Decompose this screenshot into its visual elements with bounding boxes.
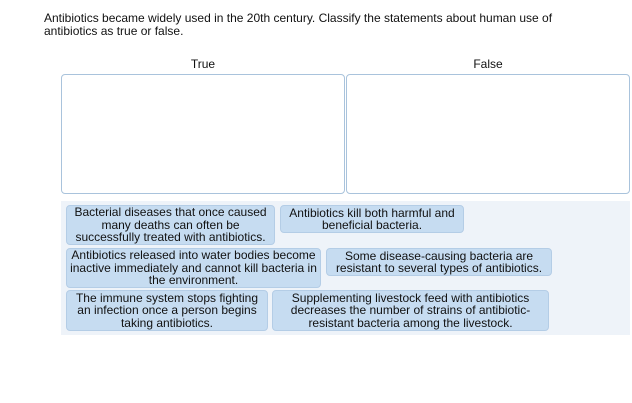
answer-tile[interactable] — [280, 205, 464, 233]
answer-tile[interactable] — [66, 248, 321, 288]
true-column-header: True — [190, 57, 216, 71]
answer-tile-text: Antibiotics kill both harmful and beneficial bacteria. — [289, 205, 455, 232]
answer-tile[interactable] — [326, 248, 552, 276]
answer-tile-text: The immune system stops fighting an infection once a person begins taking antibiotics. — [75, 290, 259, 330]
answer-tile[interactable] — [66, 290, 268, 331]
answer-tile-text: Bacterial diseases that once caused many deaths can often be successfully treated with antibiotics. — [74, 205, 267, 245]
answer-tile-text: Antibiotics released into water bodies become inactive immediately and cannot kill bacteria in the environment. — [70, 248, 317, 288]
false-drop-zone[interactable] — [346, 74, 630, 194]
answer-tile-text: Some disease-causing bacteria are resistant to several types of antibiotics. — [335, 248, 543, 275]
false-column-header: False — [473, 57, 503, 71]
question-prompt: Antibiotics became widely used in the 20th century. Classify the statements about human use of antibiotics as true or false. — [44, 11, 553, 38]
answer-tile[interactable] — [272, 290, 549, 331]
true-drop-zone[interactable] — [61, 74, 345, 194]
answer-tile-text: Supplementing livestock feed with antibiotics decreases the number of strains of antibiotic-resistant bacteria among the livestock. — [290, 290, 531, 330]
answer-tile[interactable] — [66, 205, 275, 245]
